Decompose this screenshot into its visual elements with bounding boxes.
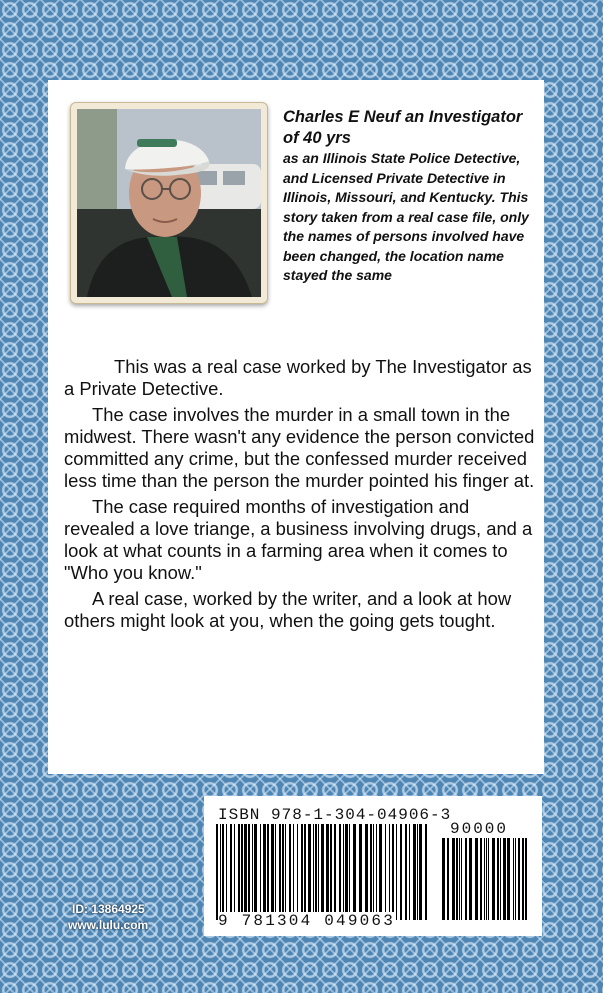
story-blurb xyxy=(64,356,540,636)
barcode-bar xyxy=(503,838,506,920)
barcode-bar xyxy=(484,838,485,920)
barcode-bar xyxy=(279,824,281,920)
barcode-bar xyxy=(447,838,449,920)
barcode-bar xyxy=(260,824,261,920)
back-cover-panel xyxy=(48,80,544,774)
publisher-url: www.lulu.com xyxy=(68,918,149,932)
barcode-bar xyxy=(409,824,410,920)
barcode-bar xyxy=(353,824,356,920)
barcode-bar xyxy=(370,824,372,920)
author-bio xyxy=(283,107,538,286)
barcode-bar xyxy=(254,824,257,920)
barcode-bar xyxy=(271,824,274,920)
barcode-bar xyxy=(244,824,247,920)
price-code-label: 90000 xyxy=(450,820,509,838)
story-paragraph-4: A real case, worked by the writer, and a look at how others might look at you, when the going gets tought. xyxy=(64,588,512,631)
barcode-bar xyxy=(379,824,382,920)
barcode-bar xyxy=(321,824,324,920)
barcode-bar xyxy=(248,824,250,920)
author-photo-frame xyxy=(70,102,268,304)
barcode-bar xyxy=(304,824,306,920)
barcode-bar xyxy=(513,838,514,920)
barcode-bar xyxy=(330,824,332,920)
barcode-bar xyxy=(349,824,350,920)
barcode-bar xyxy=(275,824,276,920)
barcode-bar xyxy=(220,824,221,920)
barcode-bar xyxy=(315,824,317,920)
barcode-bar xyxy=(417,824,418,920)
barcode-bar xyxy=(263,824,266,920)
barcode-bar xyxy=(376,824,377,920)
barcode-bar xyxy=(392,824,394,920)
story-paragraph-3: The case required months of investigation and revealed a love triange, a business involving drugs, and a look at what counts in a farming area when it comes to "Who you know." xyxy=(64,496,533,583)
barcode-bar xyxy=(497,838,499,920)
barcode-bar xyxy=(301,824,303,920)
barcode-bar xyxy=(385,824,386,920)
isbn-label: ISBN 978-1-304-04906-3 xyxy=(218,806,452,824)
barcode-bar xyxy=(313,824,314,920)
barcode-bar xyxy=(507,838,510,920)
barcode-bar xyxy=(452,838,455,920)
price-barcode-bars xyxy=(442,838,532,920)
barcode-bar xyxy=(442,838,445,920)
barcode-bar xyxy=(522,838,524,920)
author-photo xyxy=(77,109,261,297)
story-paragraph-1: This was a real case worked by The Investigator as a Private Detective. xyxy=(64,356,532,399)
barcode-bar xyxy=(293,824,294,920)
barcode-bar xyxy=(241,824,243,920)
barcode-bar xyxy=(486,838,487,920)
barcode-bar xyxy=(389,824,390,920)
barcode-bar xyxy=(475,838,478,920)
barcode-bar xyxy=(488,838,489,920)
author-bio-lead: Charles E Neuf an Investigator of 40 yrs xyxy=(283,108,523,147)
barcode-bar xyxy=(456,838,458,920)
barcode-bar xyxy=(238,824,240,920)
barcode-bar xyxy=(405,824,407,920)
barcode-bar xyxy=(469,838,472,920)
barcode-bar xyxy=(343,824,344,920)
publisher-id: ID: 13864925 xyxy=(72,902,145,916)
author-bio-details: as an Illinois State Police Detective, and Licensed Private Detective in Illinois, Missouri, and Kentucky. This story taken from a real case file, only the names of persons involved have been changed, the location name stayed the same xyxy=(283,150,529,283)
barcode-bar xyxy=(234,824,235,920)
barcode-bar xyxy=(282,824,284,920)
barcode-bar xyxy=(461,838,462,920)
barcode-bar xyxy=(413,824,416,920)
barcode-bar xyxy=(226,824,227,920)
barcode-bar xyxy=(459,838,460,920)
barcode-bar xyxy=(230,824,232,920)
barcode-bar xyxy=(308,824,311,920)
barcode-bar xyxy=(267,824,269,920)
barcode-bar xyxy=(400,824,402,920)
barcode-bar xyxy=(359,824,362,920)
barcode-bar xyxy=(334,824,336,920)
barcode-bar xyxy=(525,838,527,920)
barcode-bar xyxy=(345,824,348,920)
isbn-barcode-bars xyxy=(216,824,432,920)
barcode-bar xyxy=(289,824,291,920)
barcode-bar xyxy=(465,838,467,920)
story-paragraph-2: The case involves the murder in a small town in the midwest. There wasn't any evidence the person convicted committed any crime, but the confessed murder received less time than the person the murder pointed his finger at. xyxy=(64,404,535,491)
barcode-bar xyxy=(339,824,341,920)
barcode-bar xyxy=(222,824,224,920)
barcode-bar xyxy=(318,824,319,920)
barcode-bar xyxy=(480,838,482,920)
barcode-bar xyxy=(297,824,298,920)
barcode-bar xyxy=(515,838,516,920)
barcode-bar xyxy=(396,824,397,920)
barcode-bar xyxy=(518,838,520,920)
isbn-barcode-box xyxy=(204,796,542,936)
barcode-bar xyxy=(216,824,218,920)
barcode-bar xyxy=(492,838,495,920)
barcode-bar xyxy=(419,824,422,920)
barcode-bar xyxy=(326,824,329,920)
barcode-bar xyxy=(252,824,253,920)
barcode-bar xyxy=(365,824,368,920)
barcode-bar xyxy=(425,824,427,920)
barcode-bar xyxy=(373,824,374,920)
author-portrait-image xyxy=(77,109,261,297)
barcode-bar xyxy=(500,838,501,920)
barcode-bar xyxy=(285,824,286,920)
barcode-digits: 9 781304 049063 xyxy=(218,912,396,930)
